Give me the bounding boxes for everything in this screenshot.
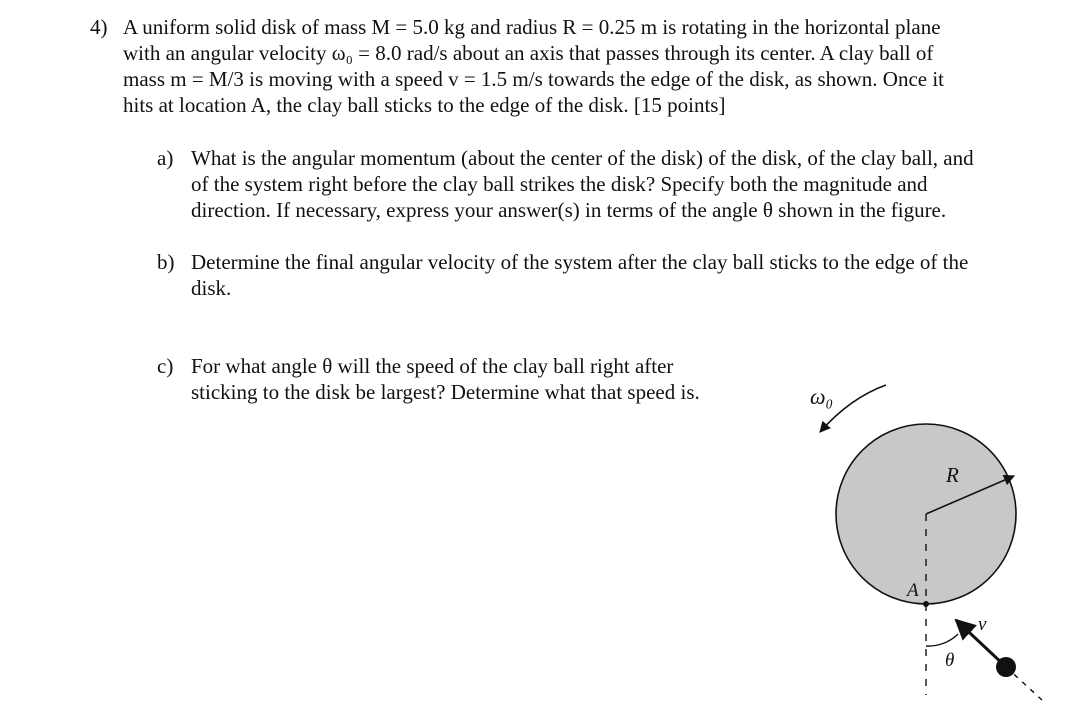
part-b-line-1: Determine the final angular velocity of the system after the clay ball sticks to the edge of the [191,250,969,274]
part-b-line-2: disk. [191,276,232,300]
part-c-line-1: For what angle θ will the speed of the clay ball right after [191,354,674,378]
disk-figure [790,370,1089,722]
part-c-label: c) [157,354,174,378]
angle-label: θ [945,650,955,671]
part-a-line-3: direction. If necessary, express your answer(s) in terms of the angle θ shown in the figure. [191,198,947,222]
question-line-4: hits at location A, the clay ball sticks to the edge of the disk. [15 points] [123,93,726,117]
part-a-line-2: of the system right before the clay ball strikes the disk? Specify both the magnitude and [191,172,928,196]
part-a-line-1: What is the angular momentum (about the center of the disk) of the disk, of the clay ball, and [191,146,974,170]
part-a-label: a) [157,146,174,170]
angle-arc [926,634,958,646]
omega-label: ω₀ [810,384,834,409]
point-a-dot [923,601,929,607]
question-line-2: with an angular velocity ω₀ = 8.0 rad/s about an axis that passes through its center. A clay ball of [123,41,934,65]
question-line-1: A uniform solid disk of mass M = 5.0 kg and radius R = 0.25 m is rotating in the horizontal plane [123,15,941,39]
velocity-label: v [978,614,987,635]
question-line-3: mass m = M/3 is moving with a speed v = 1.5 m/s towards the edge of the disk, as shown. Once it [123,67,945,91]
point-a-label: A [907,580,919,601]
radius-label: R [946,463,959,487]
question-number: 4) [90,15,108,39]
part-b-label: b) [157,250,175,274]
clay-ball [996,657,1016,677]
part-c-line-2: sticking to the disk be largest? Determine what that speed is. [191,380,700,404]
